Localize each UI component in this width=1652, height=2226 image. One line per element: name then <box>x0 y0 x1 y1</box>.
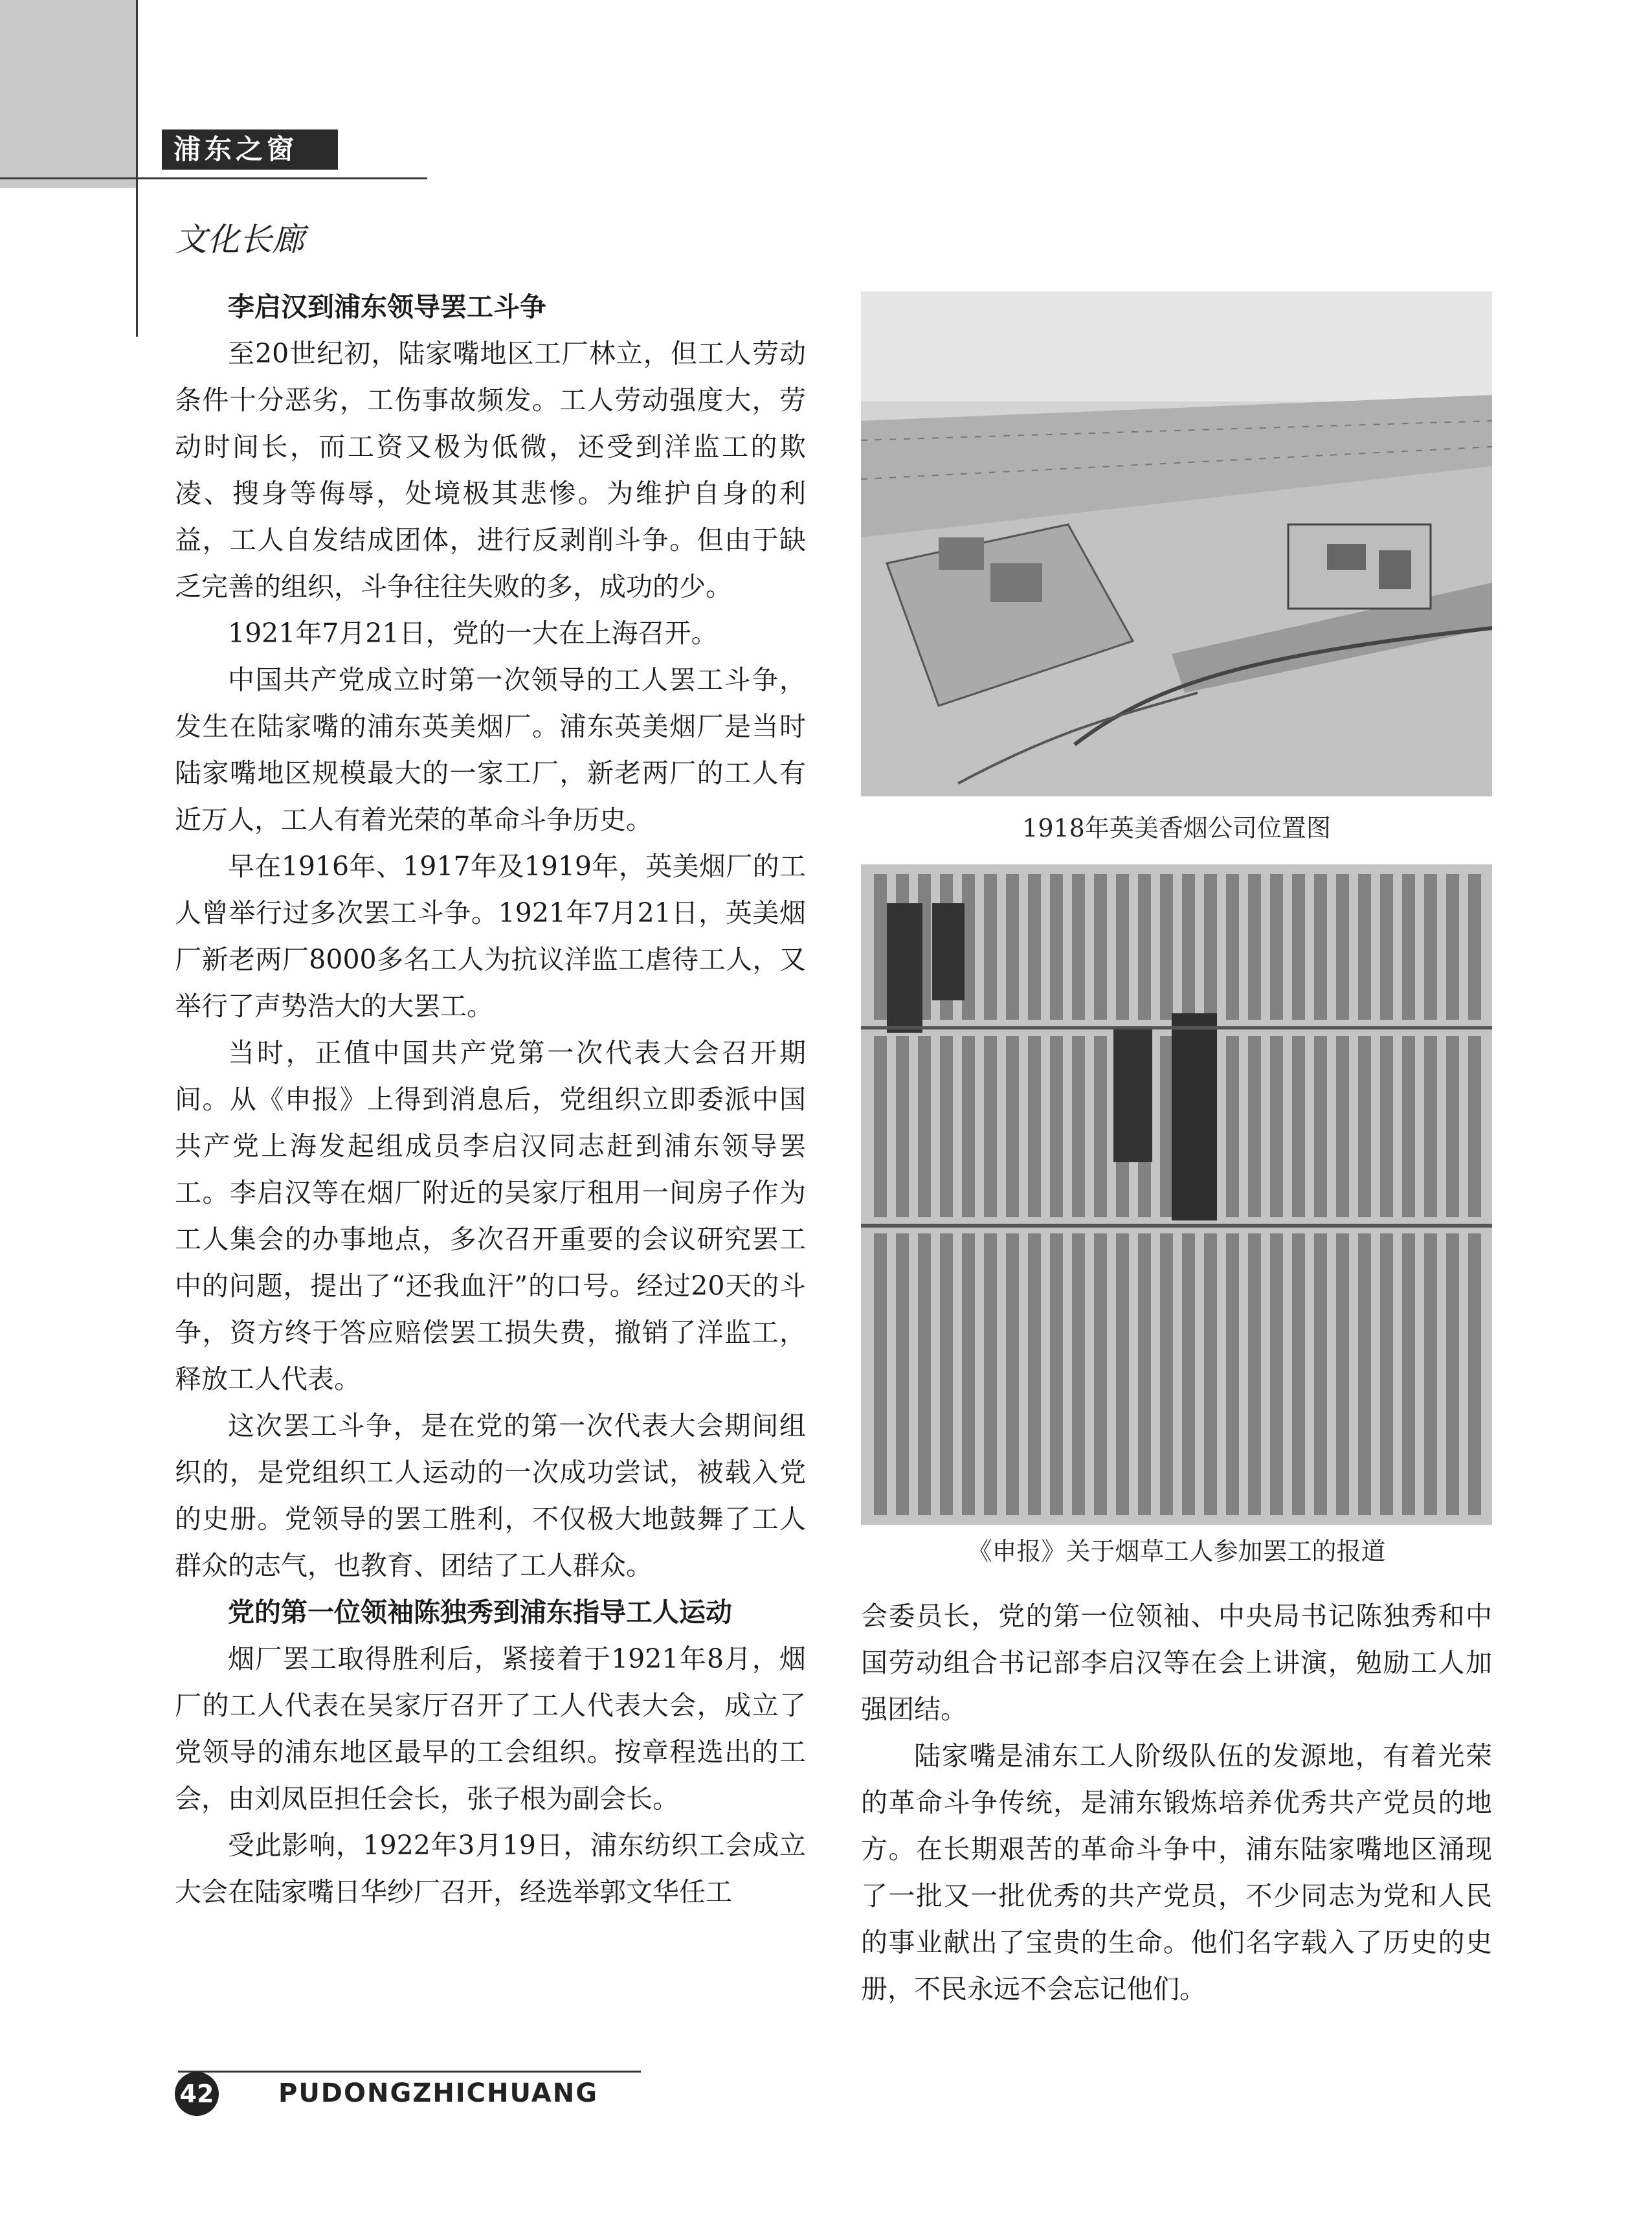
section-title: 文化长廊 <box>175 221 304 258</box>
newspaper-photo <box>861 864 1492 1525</box>
article-paragraph: 1921年7月21日，党的一大在上海召开。 <box>228 618 718 649</box>
page-number: 42 <box>175 2072 219 2116</box>
article-paragraph: 至20世纪初，陆家嘴地区工厂林立，但工人劳动条件十分恶劣，工伤事故频发。工人劳动强度大，劳动时间长，而工资又极为低微，还受到洋监工的欺凌、搜身等侮辱，处境极其悲惨。为维护自身的利益，工人自发结成团体，进行反剥削斗争。但由于缺乏完善的组织，斗争往往失败的多，成功的少。 <box>175 338 806 602</box>
article-paragraph: 当时，正值中国共产党第一次代表大会召开期间。从《申报》上得到消息后，党组织立即委派中国共产党上海发起组成员李启汉同志赶到浦东领导罢工。李启汉等在烟厂附近的吴家厅租用一间房子作为工人集会的办事地点，多次召开重要的会议研究罢工中的问题，提出了“还我血汗”的口号。经过20天的斗争，资方终于答应赔偿罢工损失费，撤销了洋监工，释放工人代表。 <box>175 1037 806 1395</box>
article-right-column <box>861 1593 1492 2012</box>
journal-name: PUDONGZHICHUANG <box>278 2078 599 2108</box>
article-left-column <box>175 284 806 1915</box>
map-caption: 1918年英美香烟公司位置图 <box>1022 814 1331 842</box>
article-paragraph: 陆家嘴是浦东工人阶级队伍的发源地，有着光荣的革命斗争传统，是浦东锻炼培养优秀共产党员的地方。在长期艰苦的革命斗争中，浦东陆家嘴地区涌现了一批又一批优秀的共产党员，不少同志为党和人民的事业献出了宝贵的生命。他们名字载入了历史的史册，不民永远不会忘记他们。 <box>861 1740 1492 2005</box>
newspaper-caption: 《申报》关于烟草工人参加罢工的报道 <box>967 1537 1386 1566</box>
footer-rule <box>178 2071 641 2073</box>
article-paragraph: 中国共产党成立时第一次领导的工人罢工斗争，发生在陆家嘴的浦东英美烟厂。浦东英美烟厂是当时陆家嘴地区规模最大的一家工厂，新老两厂的工人有近万人，工人有着光荣的革命斗争历史。 <box>175 664 806 835</box>
article-paragraph: 会委员长，党的第一位领袖、中央局书记陈独秀和中国劳动组合书记部李启汉等在会上讲演，勉励工人加强团结。 <box>861 1601 1492 1725</box>
article-subheading: 党的第一位领袖陈独秀到浦东指导工人运动 <box>228 1597 732 1628</box>
newspaper-image <box>861 864 1492 1525</box>
article-subheading: 李启汉到浦东领导罢工斗争 <box>228 291 546 322</box>
article-paragraph: 这次罢工斗争，是在党的第一次代表大会期间组织的，是党组织工人运动的一次成功尝试，被载入党的史册。党领导的罢工胜利，不仅极大地鼓舞了工人群众的志气，也教育、团结了工人群众。 <box>175 1410 806 1581</box>
masthead: 浦东之窗 <box>162 129 338 170</box>
article-paragraph: 烟厂罢工取得胜利后，紧接着于1921年8月，烟厂的工人代表在吴家厅召开了工人代表大会，成立了党领导的浦东地区最早的工会组织。按章程选出的工会，由刘凤臣担任会长，张子根为副会长。 <box>175 1643 806 1814</box>
article-paragraph: 早在1916年、1917年及1919年，英美烟厂的工人曾举行过多次罢工斗争。1921年7月21日，英美烟厂新老两厂8000多名工人为抗议洋监工虐待工人，又举行了声势浩大的大罢工。 <box>175 851 806 1022</box>
header-vertical-rule <box>136 0 138 337</box>
header-gray-block <box>0 0 136 188</box>
map-image <box>861 291 1492 796</box>
map-photo <box>861 291 1492 796</box>
article-paragraph: 受此影响，1922年3月19日，浦东纺织工会成立大会在陆家嘴日华纱厂召开，经选举郭文华任工 <box>175 1830 806 1907</box>
header-horizontal-rule <box>0 177 427 179</box>
